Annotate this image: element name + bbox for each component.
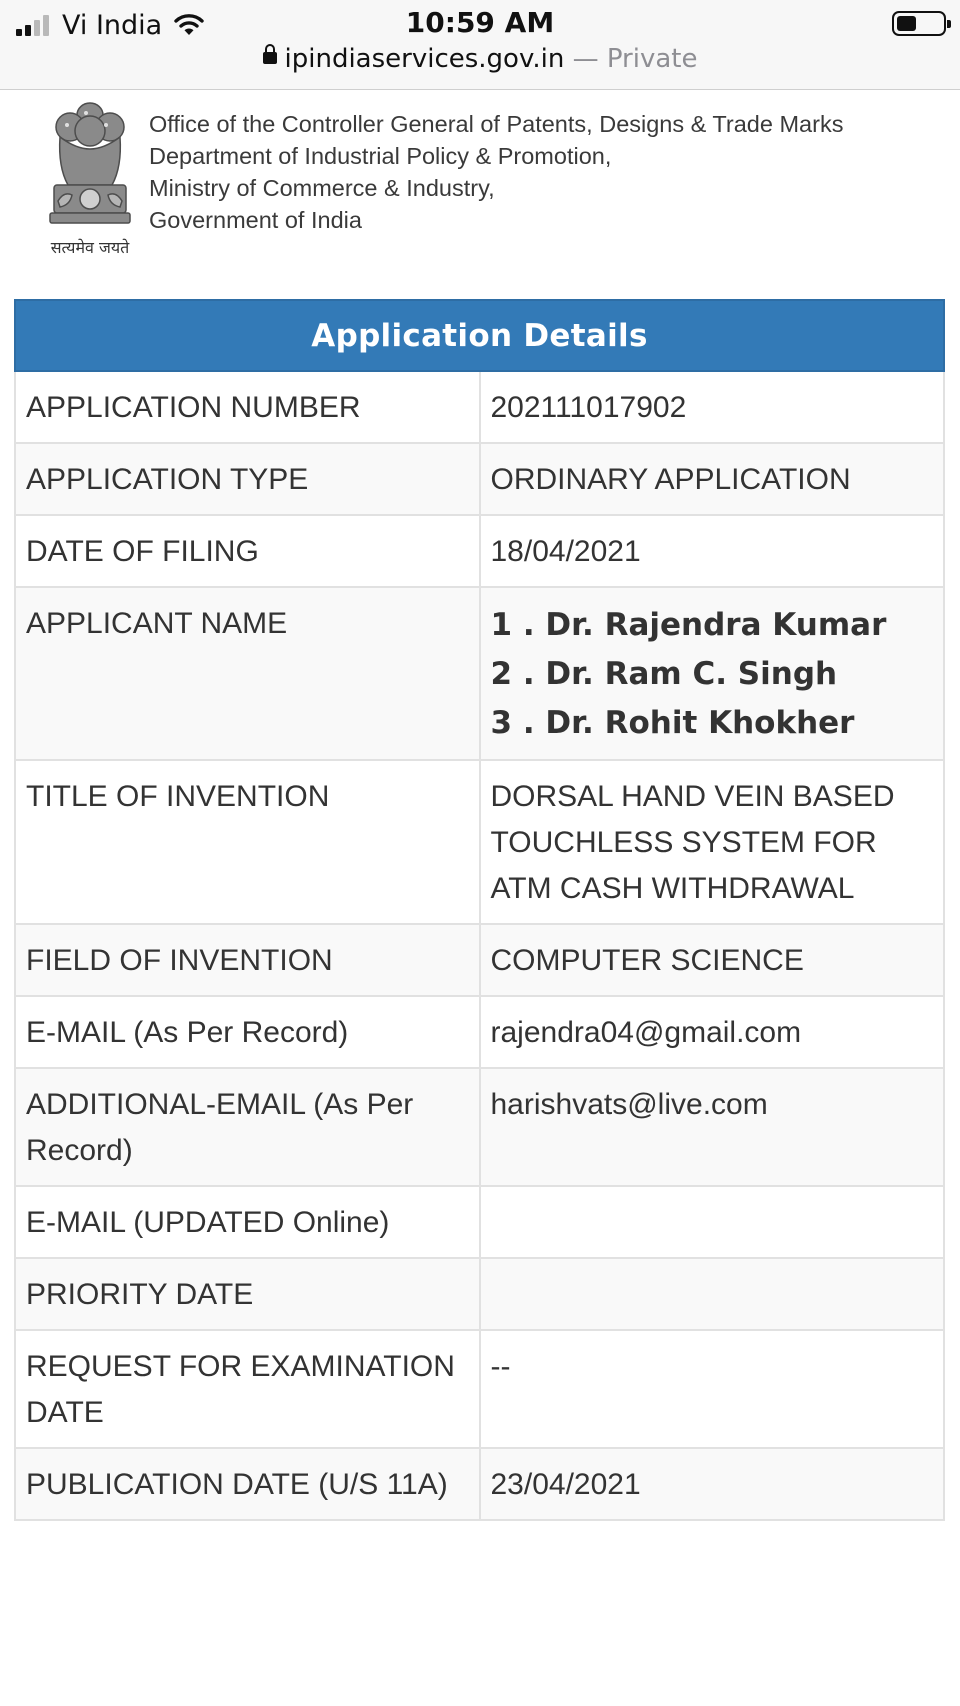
applicant-entry: 2 . Dr. Ram C. Singh: [490, 656, 838, 692]
org-line: Department of Industrial Policy & Promotion,: [149, 143, 612, 169]
org-line: Office of the Controller General of Patents, Designs & Trade Marks: [149, 111, 844, 137]
publication-date-value: 23/04/2021: [480, 1448, 945, 1520]
table-row: [15, 760, 944, 924]
org-line: Government of India: [149, 207, 362, 233]
table-row: [15, 1330, 944, 1448]
additional-email-label: ADDITIONAL-EMAIL (As Per Record): [15, 1068, 480, 1186]
application-number-label: APPLICATION NUMBER: [15, 371, 480, 443]
address-bar[interactable]: [0, 44, 960, 74]
battery-icon: [892, 11, 946, 36]
table-row: [15, 1258, 944, 1330]
table-row: [15, 924, 944, 996]
table-row: [15, 587, 944, 760]
date-of-filing-label: DATE OF FILING: [15, 515, 480, 587]
email-updated-value: [480, 1186, 945, 1258]
email-updated-label: E-MAIL (UPDATED Online): [15, 1186, 480, 1258]
table-row: [15, 1448, 944, 1520]
title-of-invention-value: DORSAL HAND VEIN BASED TOUCHLESS SYSTEM FOR ATM CASH WITHDRAWAL: [480, 760, 945, 924]
table-row: [15, 1068, 944, 1186]
applicant-name-label: APPLICANT NAME: [15, 587, 480, 760]
table-row: [15, 443, 944, 515]
org-line: Ministry of Commerce & Industry,: [149, 175, 495, 201]
applicant-name-value: [480, 587, 945, 760]
table-row: [15, 515, 944, 587]
page-header: [0, 91, 960, 291]
additional-email-value: harishvats@live.com: [480, 1068, 945, 1186]
table-title: Application Details: [15, 300, 944, 371]
carrier-name: Vi India: [62, 9, 163, 41]
email-label: E-MAIL (As Per Record): [15, 996, 480, 1068]
priority-date-value: [480, 1258, 945, 1330]
date-of-filing-value: 18/04/2021: [480, 515, 945, 587]
request-for-examination-date-value: --: [480, 1330, 945, 1448]
lock-icon: [263, 51, 277, 68]
application-type-label: APPLICATION TYPE: [15, 443, 480, 515]
application-type-value: ORDINARY APPLICATION: [480, 443, 945, 515]
email-value: rajendra04@gmail.com: [480, 996, 945, 1068]
emblem-motto: सत्यमेव जयते: [50, 238, 130, 257]
url-text: ipindiaservices.gov.in: [284, 44, 565, 74]
national-emblem-icon: [40, 97, 140, 257]
applicant-entry: 1 . Dr. Rajendra Kumar: [490, 607, 887, 643]
applicant-entry: 3 . Dr. Rohit Khokher: [490, 705, 855, 741]
publication-date-label: PUBLICATION DATE (U/S 11A): [15, 1448, 480, 1520]
organization-name: [149, 108, 843, 236]
table-row: [15, 371, 944, 443]
table-row: [15, 996, 944, 1068]
status-bar-time: 10:59 AM: [405, 6, 555, 39]
private-mode-label: — Private: [572, 44, 698, 74]
application-number-value: 202111017902: [480, 371, 945, 443]
application-details-table: [14, 299, 945, 1521]
priority-date-label: PRIORITY DATE: [15, 1258, 480, 1330]
title-of-invention-label: TITLE OF INVENTION: [15, 760, 480, 924]
field-of-invention-value: COMPUTER SCIENCE: [480, 924, 945, 996]
field-of-invention-label: FIELD OF INVENTION: [15, 924, 480, 996]
status-bar: [0, 0, 960, 90]
table-row: [15, 1186, 944, 1258]
request-for-examination-date-label: REQUEST FOR EXAMINATION DATE: [15, 1330, 480, 1448]
